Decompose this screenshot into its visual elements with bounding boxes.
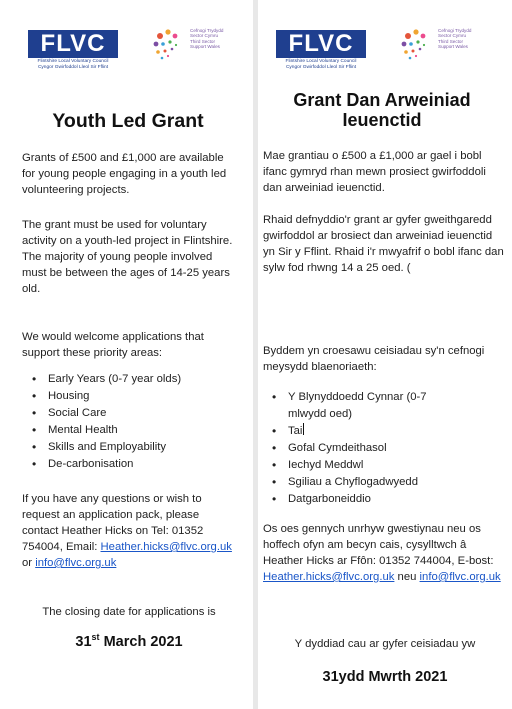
heather-email-link[interactable]: Heather.hicks@flvc.org.uk xyxy=(263,571,395,583)
page-title: Grant Dan Arweiniad Ieuenctid xyxy=(293,90,471,130)
dots-swirl-icon xyxy=(148,26,188,66)
list-item: • Tai xyxy=(266,423,442,440)
closing-text: The closing date for applications is xyxy=(42,606,216,618)
list-item: • Y Blynyddoedd Cynnar (0-7 mlwydd oed) xyxy=(266,389,442,423)
dots-swirl-icon xyxy=(396,26,436,66)
info-email-link[interactable]: info@flvc.org.uk xyxy=(35,557,117,569)
list-item: • Social Care xyxy=(26,405,246,422)
list-item: • Skills and Employability xyxy=(26,439,246,456)
english-column xyxy=(0,0,253,709)
intro-paragraph: Grants of £500 and £1,000 are available for young people engaging in a youth led volunteering projects. xyxy=(22,152,227,196)
contact-paragraph: If you have any questions or wish to request an application pack, please contact Heather Hicks on Tel: 01352 754004, Email: Heather.hicks@flvc.org.uk or info@flvc.org.uk xyxy=(22,493,232,569)
list-item: • De-carbonisation xyxy=(26,456,246,473)
requirements-paragraph: Rhaid defnyddio'r grant ar gyfer gweithgaredd gwirfoddol ar brosiect dan arweiniad ieuenctid yn Sir y Fflint. Rhaid i'r mwyafrif o bobl ifanc dan sylw fod rhwng 14 a 25 oed. ( xyxy=(263,214,504,274)
closing-date: 31st March 2021 xyxy=(75,632,183,650)
third-sector-support-wales-logo xyxy=(396,26,500,66)
contact-paragraph: Os oes gennych unrhyw gwestiynau neu os hoffech ofyn am becyn cais, cysylltwch â Heather Hicks ar Ffôn: 01352 744004, E-bost: Heather.hicks@flvc.org.uk neu info@flvc.org.uk xyxy=(263,523,501,583)
priority-intro: We would welcome applications that support these priority areas: xyxy=(22,331,204,359)
list-item: • Datgarboneiddio xyxy=(266,491,442,508)
priority-list xyxy=(266,389,442,508)
welsh-column xyxy=(258,0,512,709)
priority-list xyxy=(26,371,246,473)
third-sector-text: Cefnogi Trydydd Sector Cymru Third Sector Support Wales xyxy=(190,28,224,50)
requirements-paragraph: The grant must be used for voluntary activity on a youth-led project in Flintshire. The majority of young people involved must be between the ages of 14-25 years old. xyxy=(22,219,233,295)
flvc-subtitle: Flintshire Local Voluntary Council Cyngor Gwirfoddol Lleol Sir Fflint xyxy=(37,59,109,70)
priority-intro: Byddem yn croesawu ceisiadau sy'n cefnogi meysydd blaenoriaeth: xyxy=(263,345,485,373)
closing-text: Y dyddiad cau ar gyfer ceisiadau yw xyxy=(294,638,476,650)
third-sector-text: Cefnogi Trydydd Sector Cymru Third Sector Support Wales xyxy=(438,28,472,50)
list-item: • Iechyd Meddwl xyxy=(266,457,442,474)
flvc-subtitle: Flintshire Local Voluntary Council Cyngor Gwirfoddol Lleol Sir Fflint xyxy=(285,59,357,70)
intro-paragraph: Mae grantiau o £500 a £1,000 ar gael i bobl ifanc gymryd rhan mewn prosiect gwirfoddoli dan arweiniad ieuenctid. xyxy=(263,150,486,194)
list-item: • Gofal Cymdeithasol xyxy=(266,440,442,457)
closing-date: 31ydd Mwrth 2021 xyxy=(322,669,448,685)
list-item: • Mental Health xyxy=(26,422,246,439)
list-item: • Early Years (0-7 year olds) xyxy=(26,371,246,388)
list-item: • Housing xyxy=(26,388,246,405)
flvc-logo-text: FLVC xyxy=(40,30,106,57)
list-item: • Sgiliau a Chyflogadwyedd xyxy=(266,474,442,491)
heather-email-link[interactable]: Heather.hicks@flvc.org.uk xyxy=(100,541,232,553)
flvc-logo xyxy=(28,30,118,58)
flvc-logo-text: FLVC xyxy=(288,30,354,57)
third-sector-support-wales-logo xyxy=(148,26,248,66)
info-email-link[interactable]: info@flvc.org.uk xyxy=(419,571,501,583)
page-title: Youth Led Grant xyxy=(52,110,204,132)
text-cursor xyxy=(303,423,304,435)
flvc-logo xyxy=(276,30,366,58)
